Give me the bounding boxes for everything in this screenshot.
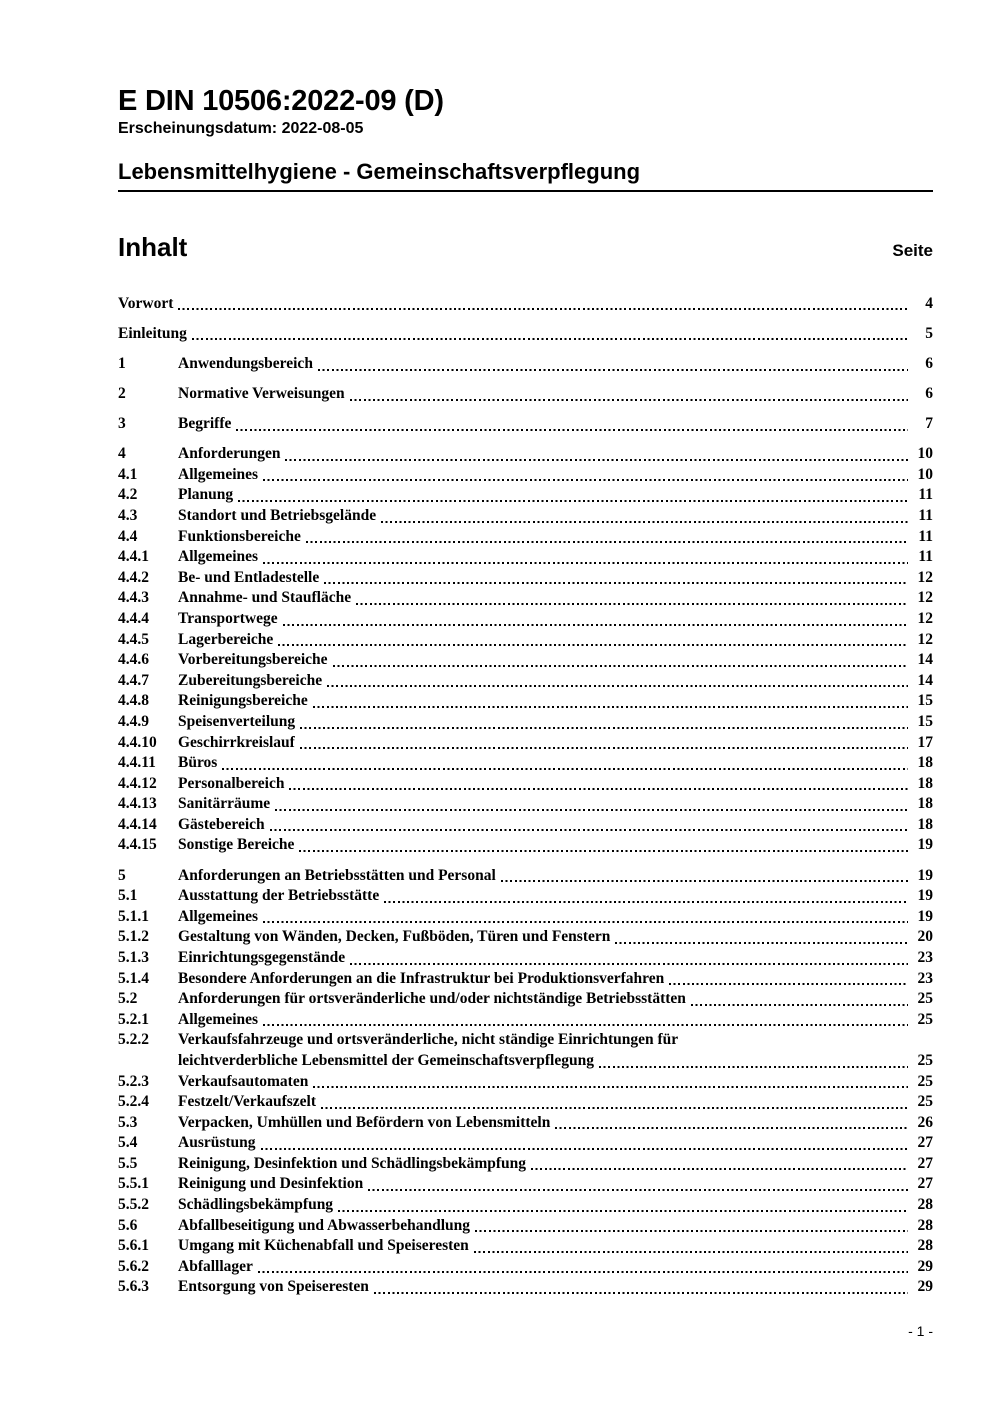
toc-entry-row[interactable]: [118, 485, 933, 506]
toc-leader-dots: [275, 794, 908, 815]
toc-entry-title: Allgemeines: [178, 465, 259, 483]
toc-entry-number: 5.5.1: [118, 1175, 149, 1193]
toc-entry-title: Ausstattung der Betriebsstätte: [178, 887, 380, 905]
toc-entry-row[interactable]: [118, 815, 933, 836]
toc-entry-number: 4.4.12: [118, 774, 157, 792]
toc-entry-row[interactable]: [118, 989, 933, 1010]
toc-heading: Inhalt: [118, 231, 188, 262]
toc-entry-page: 23: [917, 969, 933, 987]
toc-entry-number: 5.6.3: [118, 1278, 149, 1296]
toc-entry-row[interactable]: [118, 733, 933, 754]
toc-entry-row[interactable]: [118, 609, 933, 630]
toc-entry-title: Standort und Betriebsgelände: [178, 506, 377, 524]
toc-entry-number: 4.4.1: [118, 548, 149, 566]
toc-entry-page: 5: [925, 324, 933, 342]
toc-leader-dots: [501, 866, 908, 887]
toc-entry-title: Vorwort: [118, 294, 174, 312]
toc-entry-row[interactable]: [118, 1051, 933, 1072]
toc-leader-dots: [324, 568, 908, 589]
toc-leader-dots: [299, 835, 908, 856]
toc-entry-page: 7: [925, 415, 933, 433]
toc-entry-row[interactable]: [118, 948, 933, 969]
toc-leader-dots: [300, 733, 908, 754]
toc-entry-title: Normative Verweisungen: [178, 385, 345, 403]
toc-entry-page: 25: [917, 1072, 933, 1090]
toc-leader-dots: [474, 1236, 908, 1257]
toc-entry-page: 18: [917, 754, 933, 772]
toc-entry-page: 19: [917, 866, 933, 884]
toc-entry-page: 29: [917, 1257, 933, 1275]
toc-leader-dots: [691, 989, 908, 1010]
toc-leader-dots: [350, 384, 908, 405]
toc-entry-row[interactable]: [118, 506, 933, 527]
toc-entry-number: 4.4.4: [118, 609, 149, 627]
toc-entry-title: Schädlingsbekämpfung: [178, 1196, 334, 1214]
toc-leader-dots: [318, 354, 908, 375]
toc-leader-dots: [263, 1010, 908, 1031]
toc-entry-number: 5.1.2: [118, 928, 149, 946]
toc-leader-dots: [300, 712, 908, 733]
toc-entry-number: 5: [118, 866, 126, 884]
toc-entry-page: 10: [917, 465, 933, 483]
toc-entry-title: Besondere Anforderungen an die Infrastruktur bei Produktionsverfahren: [178, 969, 665, 987]
toc-leader-dots: [531, 1154, 908, 1175]
toc-entry-title: Gestaltung von Wänden, Decken, Fußböden, Türen und Fenstern: [178, 928, 611, 946]
toc-entry-title: Verpacken, Umhüllen und Befördern von Lebensmitteln: [178, 1113, 551, 1131]
toc-entry-number: 4.4.5: [118, 630, 149, 648]
toc-entry-row[interactable]: [118, 835, 933, 856]
toc-entry-page: 25: [917, 1010, 933, 1028]
toc-entry-page: 23: [917, 948, 933, 966]
toc-entry-page: 27: [917, 1154, 933, 1172]
toc-entry-title: Einrichtungsgegenstände: [178, 948, 346, 966]
toc-entry-title: Reinigung, Desinfektion und Schädlingsbekämpfung: [178, 1154, 527, 1172]
toc-entry-number: 5.2.3: [118, 1072, 149, 1090]
toc-entry-title: Ausrüstung: [178, 1134, 256, 1152]
toc-entry-row[interactable]: [118, 588, 933, 609]
toc-entry-number: 4.4: [118, 527, 138, 545]
toc-entry-page: 14: [917, 651, 933, 669]
toc-entry-page: 19: [917, 836, 933, 854]
toc-entry-title: Funktionsbereiche: [178, 527, 301, 545]
toc-entry-row[interactable]: [118, 1113, 933, 1134]
toc-entry-row[interactable]: [118, 547, 933, 568]
toc-entry-row[interactable]: [118, 568, 933, 589]
toc-entry-page: 18: [917, 774, 933, 792]
toc-entry-row[interactable]: [118, 1257, 933, 1278]
toc-entry-number: 4.2: [118, 486, 138, 504]
toc-entry-number: 4.4.11: [118, 754, 156, 772]
toc-entry-number: 4.4.15: [118, 836, 157, 854]
toc-leader-dots: [278, 630, 908, 651]
toc-leader-dots: [599, 1051, 908, 1072]
toc-leader-dots: [333, 650, 908, 671]
toc-leader-dots: [615, 927, 908, 948]
toc-entry-title: Reinigung und Desinfektion: [178, 1175, 364, 1193]
toc-entry-row[interactable]: [118, 414, 933, 435]
toc-leader-dots: [327, 671, 908, 692]
toc-entry-number: 3: [118, 415, 126, 433]
toc-entry-page: 4: [925, 294, 933, 312]
toc-leader-dots: [238, 485, 908, 506]
toc-entry-title: Gästebereich: [178, 815, 265, 833]
toc-entry-row[interactable]: [118, 1236, 933, 1257]
toc-entry-row[interactable]: [118, 444, 933, 465]
toc-entry-title: Planung: [178, 486, 234, 504]
toc-entry-page: 6: [925, 354, 933, 372]
toc-entry-title: Reinigungsbereiche: [178, 692, 308, 710]
toc-entry-title: Anforderungen: [178, 445, 281, 463]
toc-entry-number: 4.3: [118, 506, 138, 524]
toc-leader-dots: [263, 907, 908, 928]
toc-entry-row[interactable]: [118, 630, 933, 651]
toc-leader-dots: [222, 753, 908, 774]
toc-entry-title: Vorbereitungsbereiche: [178, 651, 328, 669]
toc-entry-row[interactable]: [118, 1195, 933, 1216]
toc-entry-title: leichtverderbliche Lebensmittel der Gemeinschaftsverpflegung: [178, 1051, 594, 1069]
toc-entry-row[interactable]: [118, 753, 933, 774]
toc-entry-title: Abfalllager: [178, 1257, 253, 1275]
toc-leader-dots: [261, 1133, 908, 1154]
toc-entry-title: Büros: [178, 754, 218, 772]
toc-entry-number: 5.1: [118, 887, 138, 905]
toc-entry-title: Entsorgung von Speiseresten: [178, 1278, 369, 1296]
toc-entry-title: Annahme- und Staufläche: [178, 589, 352, 607]
toc-leader-dots: [263, 465, 908, 486]
toc-entry-page: 27: [917, 1175, 933, 1193]
toc-leader-dots: [289, 774, 908, 795]
toc-entry-number: 5.5.2: [118, 1196, 149, 1214]
toc-leader-dots: [381, 506, 908, 527]
toc-leader-dots: [306, 527, 908, 548]
toc-entry-title: Verkaufsfahrzeuge und ortsveränderliche, nicht ständige Einrichtungen für: [178, 1031, 679, 1049]
toc-entry-row[interactable]: [118, 969, 933, 990]
toc-entry-title: Sonstige Bereiche: [178, 836, 295, 854]
toc-entry-title: Allgemeines: [178, 548, 259, 566]
toc-entry-page: 25: [917, 1051, 933, 1069]
toc-leader-dots: [669, 969, 908, 990]
toc-entry-page: 18: [917, 795, 933, 813]
toc-entry-page: 11: [918, 506, 933, 524]
toc-entry-number: 5.1.1: [118, 907, 149, 925]
toc-entry-page: 14: [917, 671, 933, 689]
toc-entry-title: Festzelt/Verkaufszelt: [178, 1093, 317, 1111]
toc-entry-title: Begriffe: [178, 415, 232, 433]
toc-entry-page: 29: [917, 1278, 933, 1296]
toc-entry-title: Abfallbeseitigung und Abwasserbehandlung: [178, 1216, 471, 1234]
doc-title: Lebensmittelhygiene - Gemeinschaftsverpflegung: [118, 159, 933, 192]
toc-entry-row[interactable]: [118, 671, 933, 692]
toc-leader-dots: [313, 691, 908, 712]
toc-entry-number: 4.4.6: [118, 651, 149, 669]
toc-entry-page: 25: [917, 1093, 933, 1111]
toc-entry-number: 5.2.2: [118, 1031, 149, 1049]
toc-entry-row[interactable]: [118, 465, 933, 486]
toc-entry-page: 19: [917, 907, 933, 925]
toc-entry-row[interactable]: [118, 384, 933, 405]
toc-entry-page: 19: [917, 887, 933, 905]
toc-entry-page: 28: [917, 1216, 933, 1234]
toc-entry-number: 5.4: [118, 1134, 138, 1152]
toc-entry-number: 4.4.10: [118, 733, 157, 751]
toc-entry-row[interactable]: [118, 354, 933, 375]
toc-entry-row[interactable]: [118, 527, 933, 548]
toc-entry-number: 5.5: [118, 1154, 138, 1172]
toc-leader-dots: [368, 1174, 908, 1195]
toc-entry-title: Einleitung: [118, 324, 187, 342]
page-indicator: - 1 -: [908, 1323, 933, 1339]
toc-entry-title: Umgang mit Küchenabfall und Speiseresten: [178, 1237, 469, 1255]
toc-entry-number: 2: [118, 385, 126, 403]
toc-leader-dots: [236, 414, 908, 435]
toc-entry-number: 4.4.13: [118, 795, 157, 813]
toc-entry-row[interactable]: [118, 1133, 933, 1154]
toc-entry-page: 15: [917, 692, 933, 710]
toc-leader-dots: [192, 324, 908, 345]
toc-leader-dots: [285, 444, 908, 465]
toc-entry-title: Lagerbereiche: [178, 630, 274, 648]
toc-entry-page: 12: [917, 589, 933, 607]
toc-entry-number: 5.2: [118, 990, 138, 1008]
toc-entry-page: 15: [917, 712, 933, 730]
toc-entry-page: 28: [917, 1196, 933, 1214]
page-column-label: Seite: [892, 240, 933, 260]
toc-entry-page: 12: [917, 609, 933, 627]
toc-entry-number: 5.1.3: [118, 948, 149, 966]
toc-entry-row[interactable]: [118, 1010, 933, 1031]
toc-entry-page: 26: [917, 1113, 933, 1131]
toc-entry-number: 5.2.4: [118, 1093, 149, 1111]
toc-entry-title: Speisenverteilung: [178, 712, 296, 730]
toc-entry-number: 5.3: [118, 1113, 138, 1131]
toc-entry-title: Zubereitungsbereiche: [178, 671, 323, 689]
toc-entry-row[interactable]: [118, 650, 933, 671]
release-date-label: Erscheinungsdatum: 2022-08-05: [118, 119, 364, 137]
toc-entry-row[interactable]: [118, 712, 933, 733]
toc-entry-row[interactable]: [118, 774, 933, 795]
toc-entry-row[interactable]: [118, 1154, 933, 1175]
doc-number-heading: E DIN 10506:2022-09 (D): [118, 85, 444, 117]
toc-entry-number: 4.4.8: [118, 692, 149, 710]
toc-entry-number: 4.1: [118, 465, 138, 483]
toc-entry-number: 5.6: [118, 1216, 138, 1234]
toc-entry-number: 5.6.2: [118, 1257, 149, 1275]
toc-entry-title: Personalbereich: [178, 774, 285, 792]
toc-entry-page: 20: [917, 928, 933, 946]
toc-list: [118, 294, 933, 1298]
toc-entry-title: Allgemeines: [178, 1010, 259, 1028]
toc-entry-page: 6: [925, 385, 933, 403]
toc-entry-page: 17: [917, 733, 933, 751]
toc-header: [118, 232, 933, 263]
toc-entry-number: 5.6.1: [118, 1237, 149, 1255]
toc-entry-number: 5.1.4: [118, 969, 149, 987]
toc-entry-title: Allgemeines: [178, 907, 259, 925]
toc-entry-row[interactable]: [118, 691, 933, 712]
toc-entry-page: 10: [917, 445, 933, 463]
toc-entry-number: 4.4.14: [118, 815, 157, 833]
toc-entry-number: 1: [118, 354, 126, 372]
toc-leader-dots: [263, 547, 908, 568]
toc-entry-number: 5.2.1: [118, 1010, 149, 1028]
toc-entry-page: 12: [917, 630, 933, 648]
toc-entry-page: 11: [918, 527, 933, 545]
toc-entry-row[interactable]: [118, 927, 933, 948]
toc-entry-row[interactable]: [118, 1092, 933, 1113]
toc-entry-row[interactable]: [118, 794, 933, 815]
toc-entry-row[interactable]: [118, 294, 933, 315]
toc-entry-row[interactable]: [118, 1216, 933, 1237]
toc-entry-title: Geschirrkreislauf: [178, 733, 295, 751]
toc-entry-title: Transportwege: [178, 609, 278, 627]
toc-entry-page: 11: [918, 486, 933, 504]
toc-entry-row[interactable]: [118, 1174, 933, 1195]
toc-entry-row[interactable]: [118, 1277, 933, 1298]
toc-leader-dots: [283, 609, 908, 630]
toc-entry-number: 4.4.2: [118, 568, 149, 586]
toc-leader-dots: [475, 1216, 908, 1237]
toc-entry-row[interactable]: [118, 886, 933, 907]
toc-leader-dots: [384, 886, 908, 907]
toc-leader-dots: [313, 1072, 908, 1093]
toc-entry-number: 4.4.7: [118, 671, 149, 689]
toc-entry-page: 11: [918, 548, 933, 566]
toc-entry-title: Verkaufsautomaten: [178, 1072, 309, 1090]
toc-leader-dots: [258, 1257, 908, 1278]
toc-leader-dots: [270, 815, 908, 836]
toc-entry-page: 12: [917, 568, 933, 586]
toc-entry-row[interactable]: [118, 324, 933, 345]
toc-leader-dots: [350, 948, 908, 969]
toc-entry-title: Anforderungen für ortsveränderliche und/oder nichtständige Betriebsstätten: [178, 990, 686, 1008]
toc-entry-row[interactable]: [118, 1072, 933, 1093]
toc-entry-page: 28: [917, 1237, 933, 1255]
toc-entry-row[interactable]: [118, 907, 933, 928]
toc-leader-dots: [178, 294, 908, 315]
toc-entry-row[interactable]: [118, 1030, 933, 1051]
toc-entry-page: 27: [917, 1134, 933, 1152]
toc-entry-page: 18: [917, 815, 933, 833]
toc-entry-number: 4.4.9: [118, 712, 149, 730]
toc-entry-number: 4: [118, 445, 126, 463]
toc-entry-title: Be- und Entladestelle: [178, 568, 320, 586]
toc-entry-title: Anwendungsbereich: [178, 354, 313, 372]
toc-leader-dots: [374, 1277, 908, 1298]
toc-entry-page: 25: [917, 990, 933, 1008]
toc-entry-row[interactable]: [118, 866, 933, 887]
toc-entry-title: Anforderungen an Betriebsstätten und Personal: [178, 866, 496, 884]
toc-leader-dots: [321, 1092, 908, 1113]
toc-leader-dots: [555, 1113, 908, 1134]
toc-entry-title: Sanitärräume: [178, 795, 271, 813]
toc-entry-number: 4.4.3: [118, 589, 149, 607]
toc-leader-dots: [356, 588, 908, 609]
toc-leader-dots: [338, 1195, 908, 1216]
